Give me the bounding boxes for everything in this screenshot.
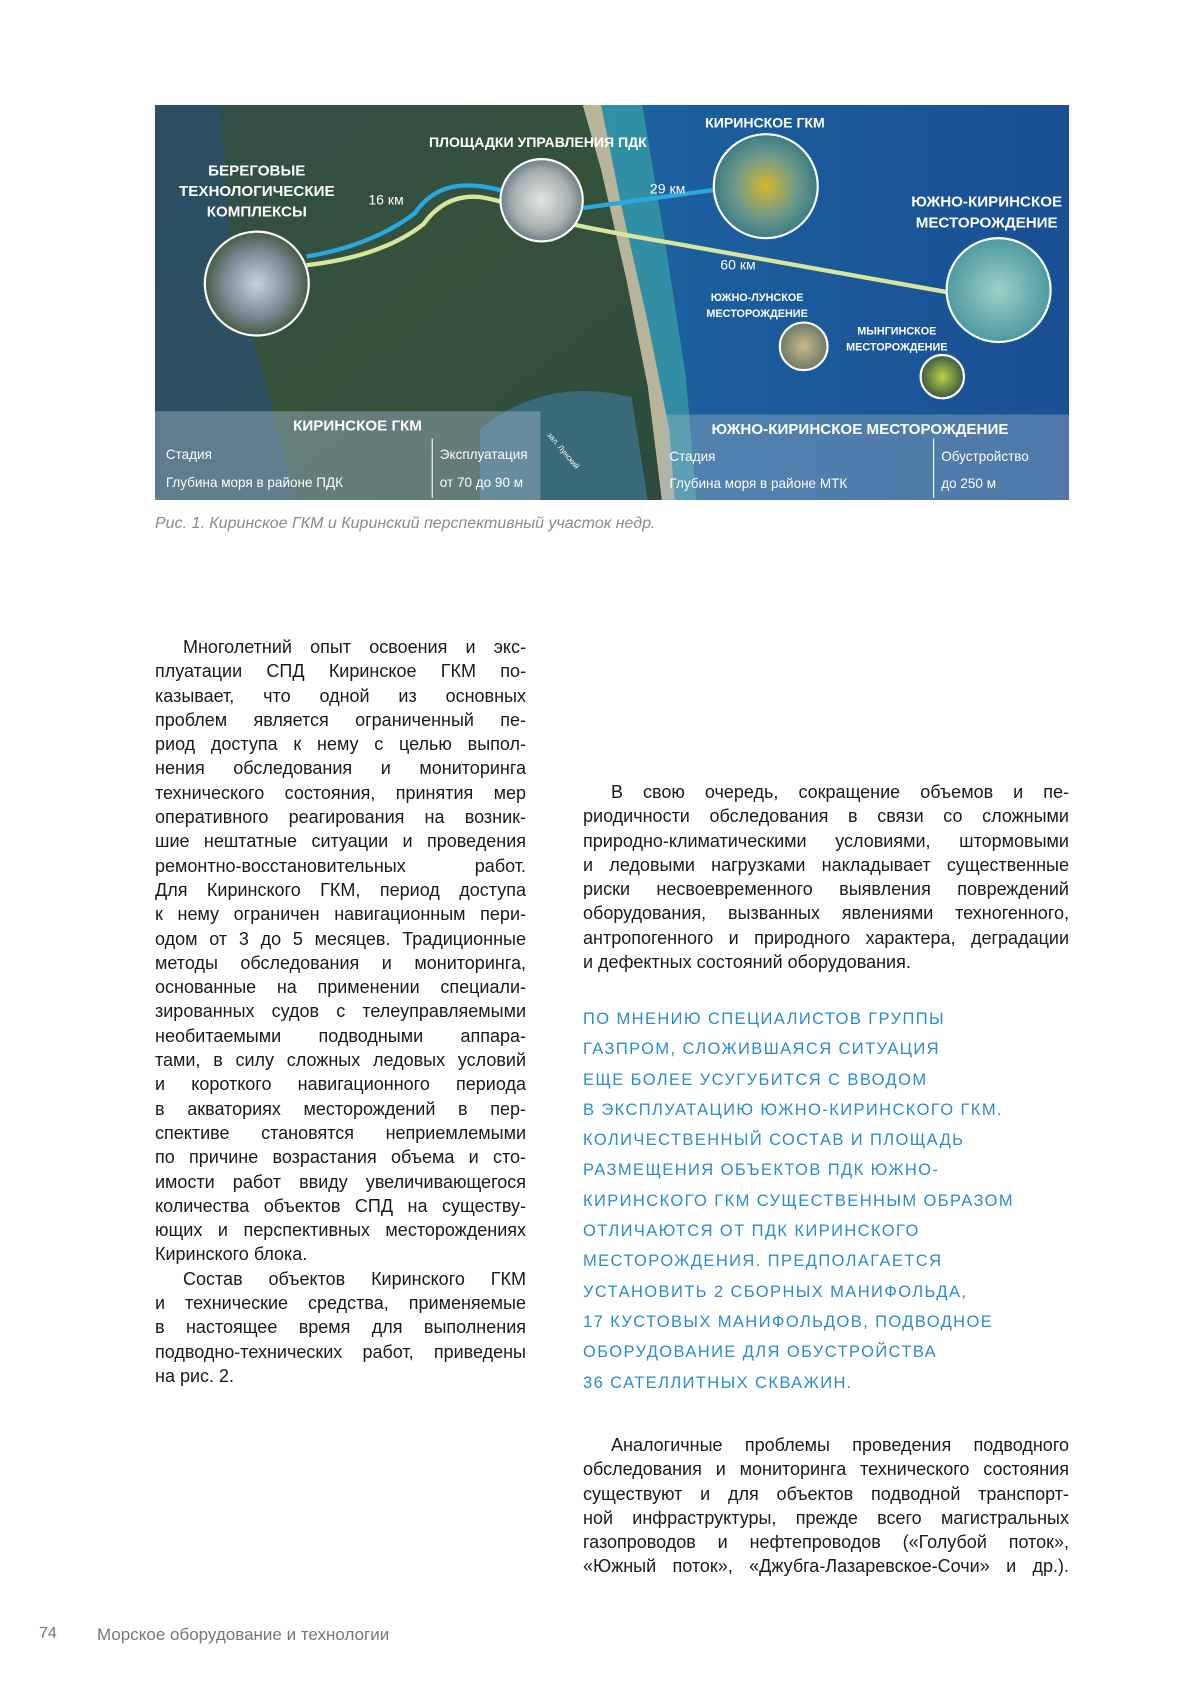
text-line: 17 КУСТОВЫХ МАНИФОЛЬДОВ, ПОДВОДНОЕ [583,1307,1073,1337]
label-south-kirinskoe-1: ЮЖНО-КИРИНСКОЕ [911,194,1062,211]
text-line: спективе становятся неприемлемыми [155,1121,526,1145]
text-line: основанные на применении специали- [155,975,526,999]
text-line: ремонтно-восстановительных работ. [155,854,526,878]
panel-kirinskoe [155,411,541,500]
text-line: оперативного реагирования на возник- [155,805,526,829]
label-bay: зал. Лунский [545,431,581,471]
text-line: ОБОРУДОВАНИЕ ДЛЯ ОБУСТРОЙСТВА [583,1337,1073,1367]
south-kirinskoe-photo [947,238,1051,342]
text-line: имости работ ввиду увеличивающегося [155,1170,526,1194]
text-line: казывает, что одной из основных [155,684,526,708]
text-line: зированных судов с телеуправляемыми [155,999,526,1023]
text-line: КИРИНСКОГО ГКМ СУЩЕСТВЕННЫМ ОБРАЗОМ [583,1186,1073,1216]
text-line: обследования и мониторинга технического состояния [583,1457,1069,1481]
label-south-lunskoe-2: МЕСТОРОЖДЕНИЕ [706,308,807,320]
coastal-complex-photo [205,232,309,336]
text-line: и технические средства, применяемые [155,1291,526,1315]
right-paragraph-2 [583,1433,1069,1579]
label-coastal-2: ТЕХНОЛОГИЧЕСКИЕ [179,183,335,200]
text-line: к нему ограничен навигационным пери- [155,902,526,926]
text-line: методы обследования и мониторинга, [155,951,526,975]
text-line: ПО МНЕНИЮ СПЕЦИАЛИСТОВ ГРУППЫ [583,1004,1073,1034]
text-line: необитаемыми подводными аппара- [155,1024,526,1048]
figure-map [155,105,1069,500]
text-line: ЕЩЕ БОЛЕЕ УСУГУБИТСЯ С ВВОДОМ [583,1065,1073,1095]
label-kirinskoe: КИРИНСКОЕ ГКМ [705,115,825,131]
label-mynginskoe-1: МЫНГИНСКОЕ [857,325,936,337]
text-line: антропогенного и природного характера, деградации [583,926,1069,950]
text-line: существуют и для объектов подводной транспорт- [583,1482,1069,1506]
text-line: подводно-технических работ, приведены [155,1340,526,1364]
mynginskoe-photo [921,355,964,398]
figure-caption: Рис. 1. Киринское ГКМ и Киринский перспективный участок недр. [155,515,655,533]
pdk-control-photo [500,159,582,241]
label-south-lunskoe-1: ЮЖНО-ЛУНСКОЕ [711,292,804,304]
text-line: ной инфраструктуры, прежде всего магистральных [583,1506,1069,1530]
text-line: риодичности обследования в связи со сложными [583,804,1069,828]
label-mynginskoe-2: МЕСТОРОЖДЕНИЕ [846,342,947,354]
text-line: технического состояния, принятия мер [155,781,526,805]
text-line: Многолетний опыт освоения и экс- [155,635,526,659]
text-line: риод доступа к нему с целью выпол- [155,732,526,756]
text-line: риски несвоевременного выявления повреждений [583,877,1069,901]
text-line: КОЛИЧЕСТВЕННЫЙ СОСТАВ И ПЛОЩАДЬ [583,1125,1073,1155]
text-line: проблем является ограниченный пе- [155,708,526,732]
panel-right-depth-value: до 250 м [941,476,996,491]
text-line: нения обследования и мониторинга [155,756,526,780]
text-line: ющих и перспективных месторождениях [155,1218,526,1242]
text-line: природно-климатическими условиями, штормовыми [583,829,1069,853]
label-coastal-3: КОМПЛЕКСЫ [207,203,307,220]
text-line: Аналогичные проблемы проведения подводного [583,1433,1069,1457]
text-line: одом от 3 до 5 месяцев. Традиционные [155,927,526,951]
panel-south-kirinskoe [662,415,1069,500]
text-line: ГАЗПРОМ, СЛОЖИВШАЯСЯ СИТУАЦИЯ [583,1034,1073,1064]
text-line: Для Киринского ГКМ, период доступа [155,878,526,902]
left-column-text [155,635,526,1388]
label-60km: 60 км [720,256,755,272]
text-line: и короткого навигационного периода [155,1072,526,1096]
south-lunskoe-photo [780,323,828,371]
journal-title: Морское оборудование и технологии [97,1625,389,1645]
panel-left-stage-label: Стадия [166,447,212,462]
text-line: на рис. 2. [155,1364,526,1388]
panel-left-title: КИРИНСКОЕ ГКМ [293,418,422,435]
text-line: РАЗМЕЩЕНИЯ ОБЪЕКТОВ ПДК ЮЖНО- [583,1155,1073,1185]
panel-left-depth-value: от 70 до 90 м [440,475,523,490]
panel-right-stage-value: Обустройство [941,449,1029,464]
panel-right-title: ЮЖНО-КИРИНСКОЕ МЕСТОРОЖДЕНИЕ [712,421,1009,438]
text-line: и ледовыми нагрузками накладывает существенные [583,853,1069,877]
text-line: УСТАНОВИТЬ 2 СБОРНЫХ МАНИФОЛЬДА, [583,1277,1073,1307]
label-coastal-1: БЕРЕГОВЫЕ [208,162,305,179]
text-line: в настоящее время для выполнения [155,1315,526,1339]
text-line: Киринского блока. [155,1242,526,1266]
right-paragraph-1 [583,780,1069,974]
text-line: 36 САТЕЛЛИТНЫХ СКВАЖИН. [583,1368,1073,1398]
map-illustration [155,105,1069,500]
label-pdk-control: ПЛОЩАДКИ УПРАВЛЕНИЯ ПДК [429,134,647,150]
text-line: В ЭКСПЛУАТАЦИЮ ЮЖНО-КИРИНСКОГО ГКМ. [583,1095,1073,1125]
panel-right-depth-label: Глубина моря в районе МТК [669,476,847,491]
text-line: «Южный поток», «Джубга-Лазаревское-Сочи» и др.). [583,1554,1069,1578]
text-line: ОТЛИЧАЮТСЯ ОТ ПДК КИРИНСКОГО [583,1216,1073,1246]
text-line: МЕСТОРОЖДЕНИЯ. ПРЕДПОЛАГАЕТСЯ [583,1246,1073,1276]
panel-left-depth-label: Глубина моря в районе ПДК [166,475,343,490]
text-line: и дефектных состояний оборудования. [583,950,1069,974]
page-number: 74 [39,1625,57,1643]
pull-quote [583,1004,1073,1398]
label-16km: 16 км [368,192,403,208]
text-line: оборудования, вызванных явлениями техногенного, [583,901,1069,925]
kirinskoe-subsea-photo [714,134,818,238]
text-line: Состав объектов Киринского ГКМ [155,1267,526,1291]
text-line: количества объектов СПД на существу- [155,1194,526,1218]
text-line: шие нештатные ситуации и проведения [155,829,526,853]
text-line: по причине возрастания объема и сто- [155,1145,526,1169]
text-line: плуатации СПД Киринское ГКМ по- [155,659,526,683]
text-line: газопроводов и нефтепроводов («Голубой поток», [583,1530,1069,1554]
text-line: В свою очередь, сокращение объемов и пе- [583,780,1069,804]
panel-right-stage-label: Стадия [669,449,715,464]
text-line: тами, в силу сложных ледовых условий [155,1048,526,1072]
panel-left-stage-value: Эксплуатация [440,447,528,462]
label-south-kirinskoe-2: МЕСТОРОЖДЕНИЕ [916,214,1058,231]
text-line: в акваториях месторождений в пер- [155,1097,526,1121]
label-29km: 29 км [650,181,685,197]
